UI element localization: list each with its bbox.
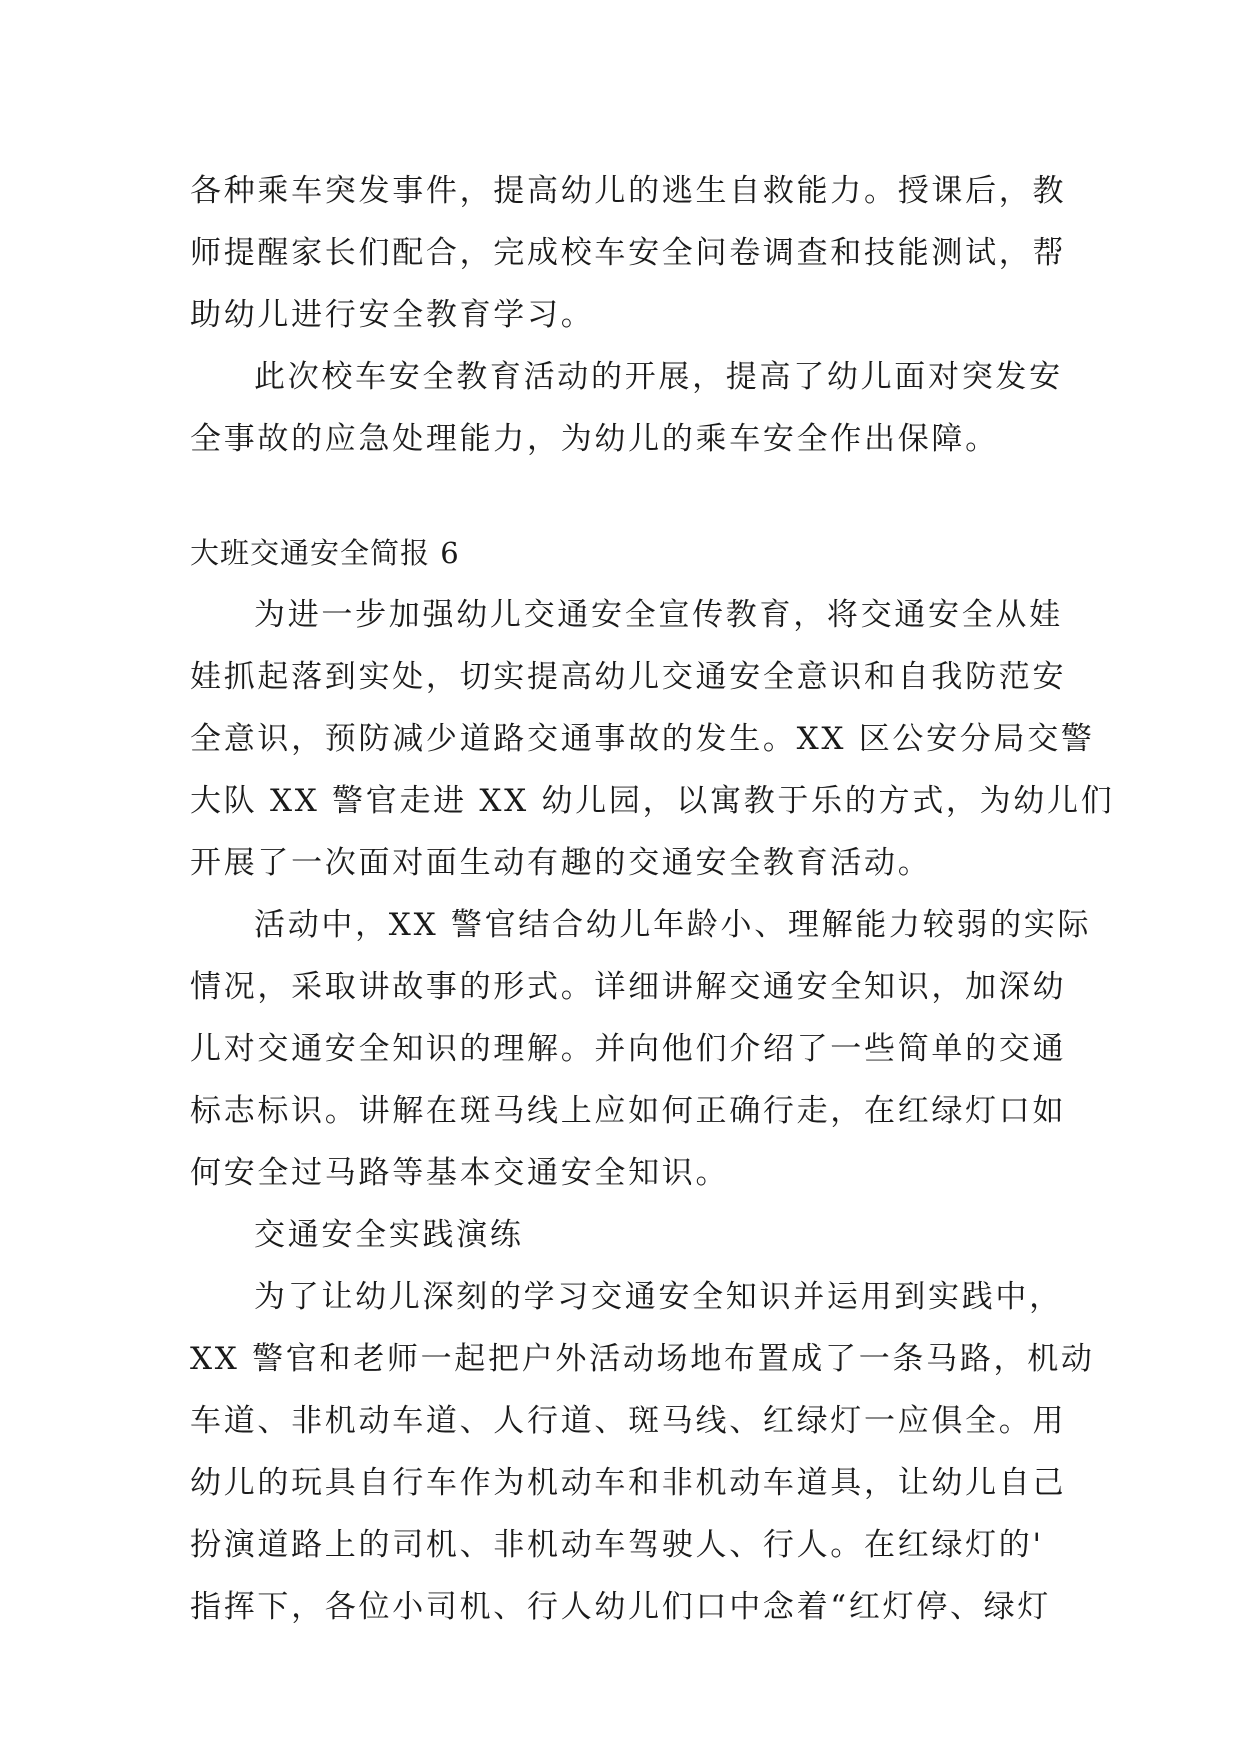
text-line: 娃抓起落到实处，切实提高幼儿交通安全意识和自我防范安 xyxy=(190,659,1067,695)
text-line: 标志标识。讲解在斑马线上应如何正确行走，在红绿灯口如 xyxy=(190,1093,1067,1129)
paragraph-practice xyxy=(190,1266,1095,1638)
text-line: 师提醒家长们配合，完成校车安全问卷调查和技能测试，帮 xyxy=(190,235,1067,271)
text-line: 助幼儿进行安全教育学习。 xyxy=(190,297,595,333)
text-line: XX 警官和老师一起把户外活动场地布置成了一条马路，机动 xyxy=(190,1341,1095,1377)
text-line: 全事故的应急处理能力，为幼儿的乘车安全作出保障。 xyxy=(190,421,999,457)
text-line: 扮演道路上的司机、非机动车驾驶人、行人。在红绿灯的' xyxy=(190,1527,1044,1563)
text-line: 活动中，XX 警官结合幼儿年龄小、理解能力较弱的实际 xyxy=(254,907,1092,943)
section-spacer xyxy=(190,470,1050,522)
text-line: 儿对交通安全知识的理解。并向他们介绍了一些简单的交通 xyxy=(190,1031,1067,1067)
text-line: 幼儿的玩具自行车作为机动车和非机动车道具，让幼儿自己 xyxy=(190,1465,1067,1501)
text-line: 此次校车安全教育活动的开展，提高了幼儿面对突发安 xyxy=(254,359,1063,395)
text-line: 各种乘车突发事件，提高幼儿的逃生自救能力。授课后，教 xyxy=(190,173,1067,209)
text-line: 为进一步加强幼儿交通安全宣传教育，将交通安全从娃 xyxy=(254,597,1063,633)
section-heading: 大班交通安全简报 6 xyxy=(190,536,460,570)
subsection-heading: 交通安全实践演练 xyxy=(254,1217,524,1253)
text-line: 大队 XX 警官走进 XX 幼儿园，以寓教于乐的方式，为幼儿们 xyxy=(190,783,1115,819)
text-line: 为了让幼儿深刻的学习交通安全知识并运用到实践中， xyxy=(254,1279,1063,1315)
text-line: 开展了一次面对面生动有趣的交通安全教育活动。 xyxy=(190,845,932,881)
text-line: 情况，采取讲故事的形式。详细讲解交通安全知识，加深幼 xyxy=(190,969,1067,1005)
document-body xyxy=(190,160,1115,1638)
text-line: 何安全过马路等基本交通安全知识。 xyxy=(190,1155,730,1191)
text-line: 指挥下，各位小司机、行人幼儿们口中念着“红灯停、绿灯 xyxy=(190,1589,1052,1625)
paragraph-school-bus-summary xyxy=(190,346,1063,470)
paragraph-school-bus-drill xyxy=(190,160,1067,346)
paragraph-intro xyxy=(190,584,1115,894)
paragraph-activity xyxy=(190,894,1092,1204)
text-line: 全意识，预防减少道路交通事故的发生。XX 区公安分局交警 xyxy=(190,721,1095,757)
text-line: 车道、非机动车道、人行道、斑马线、红绿灯一应俱全。用 xyxy=(190,1403,1067,1439)
